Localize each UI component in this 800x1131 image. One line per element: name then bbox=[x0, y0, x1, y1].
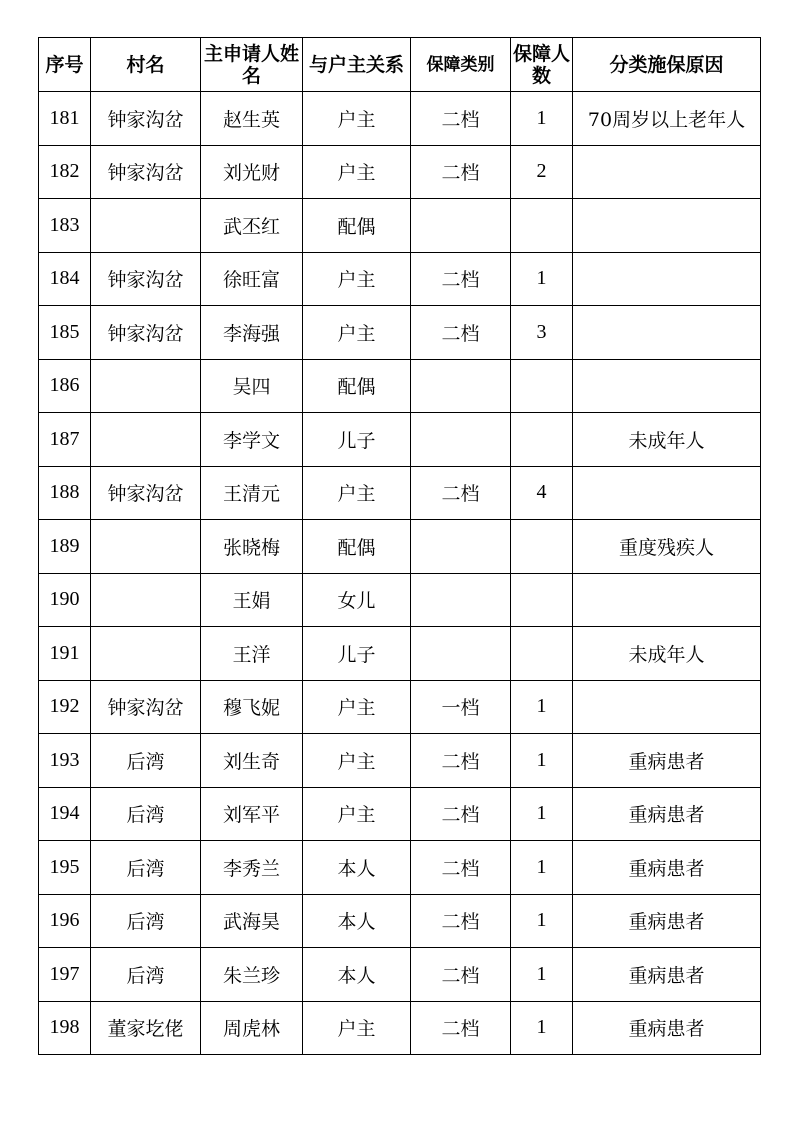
cell-category: 二档 bbox=[411, 145, 511, 199]
cell-seq: 183 bbox=[39, 199, 91, 253]
cell-relation: 儿子 bbox=[303, 627, 411, 681]
cell-relation: 女儿 bbox=[303, 573, 411, 627]
cell-reason: 重病患者 bbox=[573, 787, 761, 841]
cell-count bbox=[511, 199, 573, 253]
cell-count: 4 bbox=[511, 466, 573, 520]
cell-seq: 193 bbox=[39, 734, 91, 788]
table-row bbox=[39, 359, 761, 413]
cell-seq: 196 bbox=[39, 894, 91, 948]
cell-seq: 185 bbox=[39, 306, 91, 360]
header-reason: 分类施保原因 bbox=[573, 38, 761, 92]
cell-seq: 197 bbox=[39, 948, 91, 1002]
cell-relation: 户主 bbox=[303, 787, 411, 841]
cell-reason: 重病患者 bbox=[573, 841, 761, 895]
table-row bbox=[39, 680, 761, 734]
cell-village: 后湾 bbox=[91, 734, 201, 788]
cell-count: 1 bbox=[511, 841, 573, 895]
cell-category bbox=[411, 520, 511, 574]
cell-reason bbox=[573, 466, 761, 520]
cell-village: 钟家沟岔 bbox=[91, 306, 201, 360]
table-body bbox=[39, 92, 761, 1055]
cell-village: 钟家沟岔 bbox=[91, 466, 201, 520]
cell-village: 钟家沟岔 bbox=[91, 252, 201, 306]
cell-seq: 194 bbox=[39, 787, 91, 841]
cell-count: 1 bbox=[511, 734, 573, 788]
cell-applicant-name: 张晓梅 bbox=[201, 520, 303, 574]
cell-reason bbox=[573, 145, 761, 199]
cell-relation: 配偶 bbox=[303, 359, 411, 413]
header-village: 村名 bbox=[91, 38, 201, 92]
cell-category: 二档 bbox=[411, 948, 511, 1002]
cell-category bbox=[411, 359, 511, 413]
cell-seq: 191 bbox=[39, 627, 91, 681]
cell-seq: 187 bbox=[39, 413, 91, 467]
cell-applicant-name: 李秀兰 bbox=[201, 841, 303, 895]
cell-count bbox=[511, 573, 573, 627]
cell-relation: 户主 bbox=[303, 306, 411, 360]
cell-count bbox=[511, 413, 573, 467]
header-count: 保障人数 bbox=[511, 38, 573, 92]
cell-relation: 本人 bbox=[303, 948, 411, 1002]
assistance-roster-table bbox=[38, 37, 761, 1055]
cell-count: 1 bbox=[511, 787, 573, 841]
cell-reason bbox=[573, 573, 761, 627]
cell-count bbox=[511, 627, 573, 681]
cell-category: 二档 bbox=[411, 787, 511, 841]
table-row bbox=[39, 199, 761, 253]
cell-count: 1 bbox=[511, 894, 573, 948]
cell-village: 钟家沟岔 bbox=[91, 92, 201, 146]
cell-applicant-name: 周虎林 bbox=[201, 1001, 303, 1055]
header-applicant-name: 主申请人姓名 bbox=[201, 38, 303, 92]
cell-category bbox=[411, 573, 511, 627]
cell-applicant-name: 王清元 bbox=[201, 466, 303, 520]
cell-relation: 户主 bbox=[303, 680, 411, 734]
cell-village: 后湾 bbox=[91, 948, 201, 1002]
cell-relation: 配偶 bbox=[303, 199, 411, 253]
cell-village bbox=[91, 520, 201, 574]
cell-category: 一档 bbox=[411, 680, 511, 734]
cell-village bbox=[91, 627, 201, 681]
cell-reason: 70周岁以上老年人 bbox=[573, 92, 761, 146]
cell-category: 二档 bbox=[411, 92, 511, 146]
cell-reason: 重度残疾人 bbox=[573, 520, 761, 574]
cell-seq: 198 bbox=[39, 1001, 91, 1055]
cell-seq: 190 bbox=[39, 573, 91, 627]
cell-village: 后湾 bbox=[91, 841, 201, 895]
cell-relation: 本人 bbox=[303, 894, 411, 948]
cell-category: 二档 bbox=[411, 306, 511, 360]
cell-reason: 未成年人 bbox=[573, 627, 761, 681]
cell-reason: 重病患者 bbox=[573, 1001, 761, 1055]
cell-village bbox=[91, 573, 201, 627]
cell-count: 1 bbox=[511, 948, 573, 1002]
header-category: 保障类别 bbox=[411, 38, 511, 92]
cell-applicant-name: 王娟 bbox=[201, 573, 303, 627]
cell-relation: 户主 bbox=[303, 734, 411, 788]
cell-applicant-name: 武丕红 bbox=[201, 199, 303, 253]
cell-reason bbox=[573, 199, 761, 253]
cell-applicant-name: 吴四 bbox=[201, 359, 303, 413]
cell-category: 二档 bbox=[411, 841, 511, 895]
cell-applicant-name: 刘军平 bbox=[201, 787, 303, 841]
cell-reason bbox=[573, 252, 761, 306]
header-relation: 与户主关系 bbox=[303, 38, 411, 92]
cell-category: 二档 bbox=[411, 466, 511, 520]
cell-reason bbox=[573, 359, 761, 413]
table-row bbox=[39, 573, 761, 627]
cell-relation: 户主 bbox=[303, 466, 411, 520]
cell-count: 1 bbox=[511, 1001, 573, 1055]
table-row bbox=[39, 520, 761, 574]
cell-seq: 195 bbox=[39, 841, 91, 895]
cell-category: 二档 bbox=[411, 894, 511, 948]
cell-village: 董家圪佬 bbox=[91, 1001, 201, 1055]
cell-seq: 192 bbox=[39, 680, 91, 734]
table-row bbox=[39, 145, 761, 199]
cell-count: 1 bbox=[511, 680, 573, 734]
cell-seq: 184 bbox=[39, 252, 91, 306]
table-row bbox=[39, 841, 761, 895]
cell-seq: 186 bbox=[39, 359, 91, 413]
cell-count: 3 bbox=[511, 306, 573, 360]
cell-applicant-name: 朱兰珍 bbox=[201, 948, 303, 1002]
table-row bbox=[39, 252, 761, 306]
cell-category: 二档 bbox=[411, 252, 511, 306]
cell-village: 钟家沟岔 bbox=[91, 680, 201, 734]
cell-category bbox=[411, 413, 511, 467]
cell-village: 后湾 bbox=[91, 787, 201, 841]
cell-relation: 户主 bbox=[303, 1001, 411, 1055]
cell-seq: 181 bbox=[39, 92, 91, 146]
table-row bbox=[39, 92, 761, 146]
table-row bbox=[39, 1001, 761, 1055]
cell-applicant-name: 李海强 bbox=[201, 306, 303, 360]
cell-relation: 儿子 bbox=[303, 413, 411, 467]
cell-applicant-name: 刘光财 bbox=[201, 145, 303, 199]
cell-applicant-name: 李学文 bbox=[201, 413, 303, 467]
cell-count: 1 bbox=[511, 92, 573, 146]
table-row bbox=[39, 894, 761, 948]
table-row bbox=[39, 413, 761, 467]
table-row bbox=[39, 627, 761, 681]
table-row bbox=[39, 466, 761, 520]
header-seq: 序号 bbox=[39, 38, 91, 92]
cell-relation: 配偶 bbox=[303, 520, 411, 574]
cell-reason: 重病患者 bbox=[573, 948, 761, 1002]
cell-category bbox=[411, 627, 511, 681]
cell-village bbox=[91, 413, 201, 467]
table-row bbox=[39, 734, 761, 788]
cell-reason: 重病患者 bbox=[573, 894, 761, 948]
cell-seq: 182 bbox=[39, 145, 91, 199]
table-row bbox=[39, 306, 761, 360]
cell-count bbox=[511, 359, 573, 413]
cell-count bbox=[511, 520, 573, 574]
cell-count: 1 bbox=[511, 252, 573, 306]
table-row bbox=[39, 787, 761, 841]
cell-relation: 本人 bbox=[303, 841, 411, 895]
cell-seq: 189 bbox=[39, 520, 91, 574]
cell-applicant-name: 王洋 bbox=[201, 627, 303, 681]
cell-relation: 户主 bbox=[303, 92, 411, 146]
cell-village bbox=[91, 199, 201, 253]
cell-applicant-name: 徐旺富 bbox=[201, 252, 303, 306]
cell-applicant-name: 武海昊 bbox=[201, 894, 303, 948]
cell-village: 钟家沟岔 bbox=[91, 145, 201, 199]
cell-reason bbox=[573, 680, 761, 734]
cell-seq: 188 bbox=[39, 466, 91, 520]
cell-category bbox=[411, 199, 511, 253]
cell-reason: 重病患者 bbox=[573, 734, 761, 788]
cell-category: 二档 bbox=[411, 1001, 511, 1055]
table-row bbox=[39, 948, 761, 1002]
cell-village: 后湾 bbox=[91, 894, 201, 948]
cell-relation: 户主 bbox=[303, 145, 411, 199]
cell-reason bbox=[573, 306, 761, 360]
cell-relation: 户主 bbox=[303, 252, 411, 306]
cell-reason: 未成年人 bbox=[573, 413, 761, 467]
cell-applicant-name: 穆飞妮 bbox=[201, 680, 303, 734]
cell-applicant-name: 赵生英 bbox=[201, 92, 303, 146]
table-header-row bbox=[39, 38, 761, 92]
cell-applicant-name: 刘生奇 bbox=[201, 734, 303, 788]
cell-count: 2 bbox=[511, 145, 573, 199]
cell-village bbox=[91, 359, 201, 413]
cell-category: 二档 bbox=[411, 734, 511, 788]
